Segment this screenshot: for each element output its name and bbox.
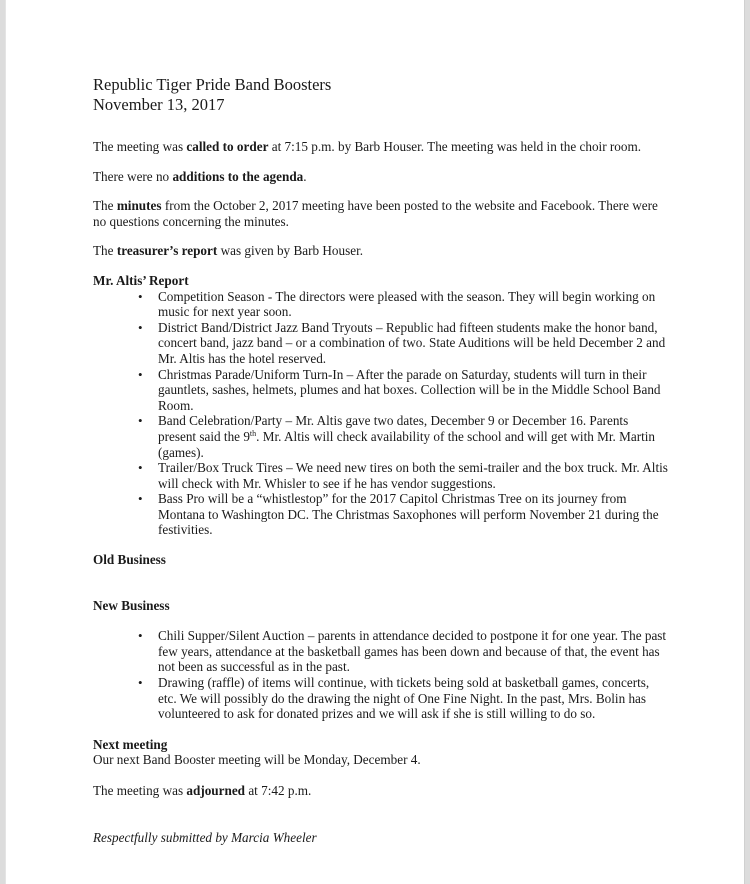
list-item: • Trailer/Box Truck Tires – We need new tires on both the semi-trailer and the box truck. Mr. Altis will check with Mr. Whisler to see if he has vendor suggestions. xyxy=(93,460,668,491)
call-to-order-paragraph: The meeting was called to order at 7:15 p.m. by Barb Houser. The meeting was held in the choir room. xyxy=(93,139,642,154)
minutes-paragraph: The minutes from the October 2, 2017 meeting have been posted to the website and Facebook. There were no questions concerning the minutes. xyxy=(93,198,658,229)
document-page xyxy=(5,0,745,884)
treasurer-paragraph: The treasurer’s report was given by Barb Houser. xyxy=(93,243,364,259)
signature-line: Respectfully submitted by Marcia Wheeler xyxy=(93,829,317,845)
altis-report-list xyxy=(93,289,668,539)
list-item: • Bass Pro will be a “whistlestop” for the 2017 Capitol Christmas Tree on its journey from Montana to Washington DC. The Christmas Saxophones will perform November 21 during the festivities. xyxy=(93,491,668,538)
document-title: Republic Tiger Pride Band Boosters xyxy=(93,75,332,94)
next-meeting-text: Our next Band Booster meeting will be Monday, December 4. xyxy=(93,752,421,768)
list-item: • Chili Supper/Silent Auction – parents in attendance decided to postpone it for one year. The past few years, attendance at the basketball games has been down and because of that, the event has not been as successful as in the past. xyxy=(93,628,668,675)
call-to-order-emphasis: called to order xyxy=(186,139,269,154)
list-item: • Drawing (raffle) of items will continue, with tickets being sold at basketball games, concerts, etc. We will possibly do the drawing the night of One Fine Night. In the past, Mrs. Bolin has volunteered to ask for donated prizes and we will ask if she is still willing to do so. xyxy=(93,675,668,722)
agenda-paragraph: There were no additions to the agenda. xyxy=(93,168,307,184)
list-item: • District Band/District Jazz Band Tryouts – Republic had fifteen students make the honor band, concert band, jazz band – or a combination of two. State Auditions will be held December 2 and Mr. Altis has the hotel reserved. xyxy=(93,320,668,367)
document-date: November 13, 2017 xyxy=(93,95,225,114)
new-business-heading: New Business xyxy=(93,597,170,613)
altis-report-heading: Mr. Altis’ Report xyxy=(93,272,189,288)
next-meeting-heading: Next meeting xyxy=(93,736,168,752)
adjourned-paragraph: The meeting was adjourned at 7:42 p.m. xyxy=(93,783,312,798)
treasurer-emphasis: treasurer’s report xyxy=(116,243,218,259)
minutes-emphasis: minutes xyxy=(116,198,162,214)
old-business-heading: Old Business xyxy=(93,552,166,568)
list-item: • Competition Season - The directors were pleased with the season. They will begin working on music for next year soon. xyxy=(93,289,668,320)
agenda-emphasis: additions to the agenda xyxy=(172,168,304,184)
list-item: • Christmas Parade/Uniform Turn-In – After the parade on Saturday, students will turn in their gauntlets, sashes, helmets, plumes and hat boxes. Collection will be in the Middle School Band Room. xyxy=(93,367,668,414)
new-business-list xyxy=(93,628,668,722)
list-item: • Band Celebration/Party – Mr. Altis gave two dates, December 9 or December 16. Parents present said the 9th. Mr. Altis will check availability of the school and will get with Mr. Martin (games). xyxy=(93,413,668,460)
document-content xyxy=(93,75,668,845)
ordinal-superscript: th xyxy=(249,428,257,438)
adjourned-emphasis: adjourned xyxy=(186,783,246,798)
